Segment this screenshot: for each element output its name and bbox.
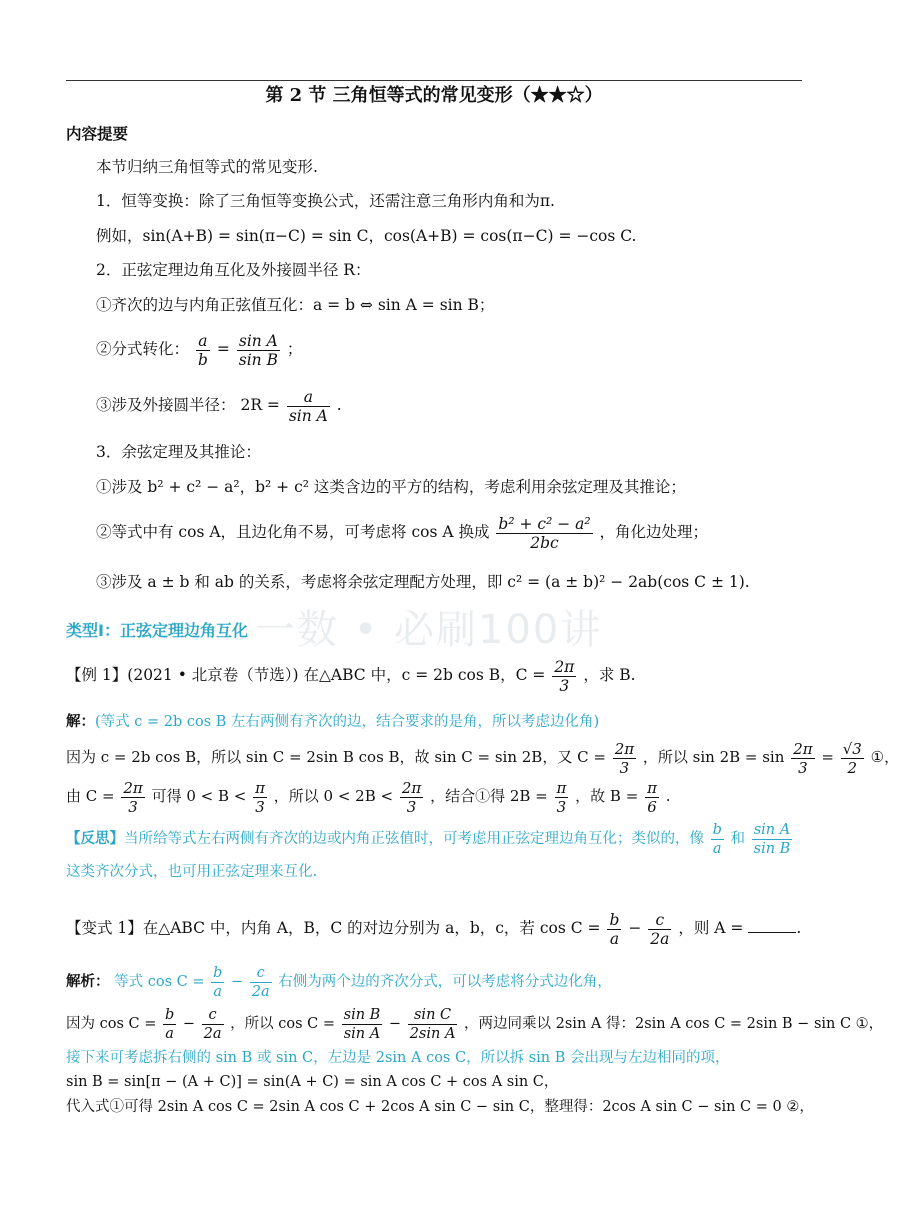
step-text: ，所以 cos C = bbox=[230, 1016, 336, 1032]
solution-note: 右侧为两个边的齐次分式，可以考虑将分式边化角， bbox=[278, 974, 612, 990]
summary-item-2a: ①齐次的边与内角正弦值互化：a = b ⇔ sin A = sin B； bbox=[96, 296, 495, 314]
variant-1-step-3: sin B = sin[π − (A + C)] = sin(A + C) = sin A cos C + cos A sin C， bbox=[66, 1074, 559, 1090]
fraction: $\frac{2\pi}{3}$ bbox=[401, 778, 422, 816]
minus-sign: − bbox=[231, 974, 244, 990]
equation-tag: ①， bbox=[870, 748, 899, 766]
item-2b-label: ②分式转化： bbox=[96, 340, 190, 358]
reflection-label: 【反思】 bbox=[66, 830, 124, 847]
fraction: $\frac{c}{2a}$ bbox=[203, 1006, 222, 1042]
variant-1-step-2: 接下来可考虑拆右侧的 sin B 或 sin C，左边是 2sin A cos C，所以拆 sin B 会出现与左边相同的项， bbox=[66, 1050, 730, 1066]
answer-blank[interactable] bbox=[748, 918, 796, 933]
item-3b-text-end: ，角化边处理； bbox=[599, 523, 709, 541]
summary-intro: 本节归纳三角恒等式的常见变形. bbox=[96, 158, 318, 176]
fraction: $\frac{a}{\text{sin A}}$ bbox=[288, 387, 328, 425]
fraction: $\frac{a}{b}$ bbox=[197, 331, 208, 369]
solution-label: 解： bbox=[66, 713, 95, 730]
summary-item-2c bbox=[96, 386, 342, 425]
variant-1-solution-note bbox=[66, 963, 612, 1001]
question-text-end: ，求 B. bbox=[583, 666, 636, 684]
minus-sign: − bbox=[628, 919, 642, 937]
section-title: 第 2 节 三角恒等式的常见变形（★★☆） bbox=[265, 85, 603, 106]
minus-sign: − bbox=[388, 1016, 402, 1032]
punctuation: ； bbox=[286, 340, 303, 358]
fraction: $\frac{2\pi}{3}$ bbox=[123, 778, 143, 816]
fraction: $\frac{b}{a}$ bbox=[609, 910, 620, 948]
fraction: $\frac{2\pi}{3}$ bbox=[554, 657, 575, 695]
punctuation: . bbox=[796, 919, 802, 937]
equals-sign: = bbox=[216, 340, 230, 358]
step-text: ，所以 sin 2B = sin bbox=[642, 748, 785, 766]
fraction: $\frac{2\pi}{3}$ bbox=[793, 739, 813, 777]
variant-1-question bbox=[66, 908, 801, 948]
punctuation: . bbox=[665, 787, 671, 805]
type-1-heading: 类型Ⅰ：正弦定理边角互化 bbox=[66, 621, 248, 640]
question-text: ，则 A = bbox=[678, 919, 744, 937]
summary-item-2b bbox=[96, 330, 302, 369]
variant-1-step-4: 代入式①可得 2sin A cos C = 2sin A cos C + 2cos A sin C − sin C，整理得：2cos A sin C − sin C = 0 ②， bbox=[66, 1099, 814, 1115]
header-rule bbox=[66, 80, 802, 81]
fraction: $\frac{\pi}{3}$ bbox=[255, 778, 265, 816]
summary-item-2: 2．正弦定理边角互化及外接圆半径 R： bbox=[96, 261, 371, 279]
step-text: 由 C = bbox=[66, 787, 115, 805]
fraction: $\frac{b}{a}$ bbox=[213, 964, 223, 1000]
fraction: $\frac{\text{b² + c² − a²}}{2bc}$ bbox=[498, 514, 591, 552]
summary-item-1: 1．恒等变换：除了三角恒等变换公式，还需注意三角形内角和为π. bbox=[96, 192, 555, 210]
step-text: 可得 0 < B < bbox=[151, 787, 247, 805]
minus-sign: − bbox=[182, 1016, 196, 1032]
fraction: $\frac{b}{a}$ bbox=[712, 821, 722, 857]
example-1-solution-note bbox=[66, 712, 599, 732]
fraction: $\frac{c}{2a}$ bbox=[251, 964, 270, 1000]
example-1-step-2 bbox=[66, 777, 671, 816]
question-text: 【例 1】(2021 • 北京卷（节选）) 在△ABC 中，c = 2b cos B，C = bbox=[66, 666, 546, 684]
fraction: $\frac{√3}{2}$ bbox=[842, 739, 862, 777]
fraction: $\frac{\text{sin B}}{\text{sin A}}$ bbox=[343, 1006, 381, 1042]
step-text: ，所以 0 < 2B < bbox=[273, 787, 394, 805]
fraction: $\frac{c}{2a}$ bbox=[650, 910, 670, 948]
summary-item-1-example: 例如，sin(A+B) = sin(π−C) = sin C，cos(A+B) = cos(π−C) = −cos C. bbox=[96, 227, 637, 245]
fraction: $\frac{\text{sin C}}{\text{2sin A}}$ bbox=[409, 1006, 456, 1042]
step-text: 因为 cos C = bbox=[66, 1016, 157, 1032]
example-1-step-1 bbox=[66, 738, 899, 777]
fraction: $\frac{2\pi}{3}$ bbox=[614, 739, 635, 777]
reflection-text: 当所给等式左右两侧有齐次的边或内角正弦值时，可考虑用正弦定理边角互化；类似的，像 bbox=[124, 831, 704, 847]
summary-item-3a: ①涉及 b² + c² − a²，b² + c² 这类含边的平方的结构，考虑利用余弦定理及其推论； bbox=[96, 478, 686, 496]
example-1-reflection bbox=[66, 820, 794, 858]
fraction: $\frac{\pi}{6}$ bbox=[647, 778, 657, 816]
item-3b-text: ②等式中有 cos A，且边化角不易，可考虑将 cos A 换成 bbox=[96, 523, 490, 541]
variant-1-step-1 bbox=[66, 1005, 883, 1043]
fraction: $\frac{\text{sin A}}{\text{sin B}}$ bbox=[238, 331, 278, 369]
step-text: 因为 c = 2b cos B，所以 sin C = 2sin B cos B，故 sin C = sin 2B，又 C = bbox=[66, 748, 606, 766]
solution-note: 等式 cos C = bbox=[114, 974, 205, 990]
punctuation: . bbox=[336, 396, 342, 414]
example-1-question bbox=[66, 656, 636, 695]
fraction: $\frac{\text{sin A}}{\text{sin B}}$ bbox=[753, 821, 791, 857]
formula-lhs: 2R = bbox=[240, 396, 280, 414]
summary-item-3: 3．余弦定理及其推论： bbox=[96, 443, 261, 461]
step-text: ，两边同乘以 2sin A 得：2sin A cos C = 2sin B − sin C ①， bbox=[464, 1016, 884, 1032]
example-1-reflection-cont: 这类齐次分式，也可用正弦定理来互化. bbox=[66, 864, 318, 880]
item-2c-label: ③涉及外接圆半径： bbox=[96, 396, 236, 414]
summary-item-3c: ③涉及 a ± b 和 ab 的关系，考虑将余弦定理配方处理，即 c² = (a ± b)² − 2ab(cos C ± 1). bbox=[96, 573, 750, 591]
reflection-text: 和 bbox=[730, 831, 746, 847]
question-text: 【变式 1】在△ABC 中，内角 A，B，C 的对边分别为 a，b，c，若 cos C = bbox=[66, 919, 601, 937]
equals-sign: = bbox=[821, 748, 834, 766]
summary-item-3b bbox=[96, 513, 708, 552]
fraction: $\frac{b}{a}$ bbox=[164, 1006, 175, 1042]
solution-note: (等式 c = 2b cos B 左右两侧有齐次的边，结合要求的是角，所以考虑边化角) bbox=[95, 714, 600, 730]
fraction: $\frac{\pi}{3}$ bbox=[556, 778, 567, 816]
step-text: ，故 B = bbox=[575, 787, 639, 805]
summary-heading: 内容提要 bbox=[66, 125, 129, 143]
solution-label: 解析： bbox=[66, 973, 110, 990]
step-text: ，结合①得 2B = bbox=[430, 787, 548, 805]
watermark: 一数 • 必刷100讲 bbox=[255, 607, 603, 653]
